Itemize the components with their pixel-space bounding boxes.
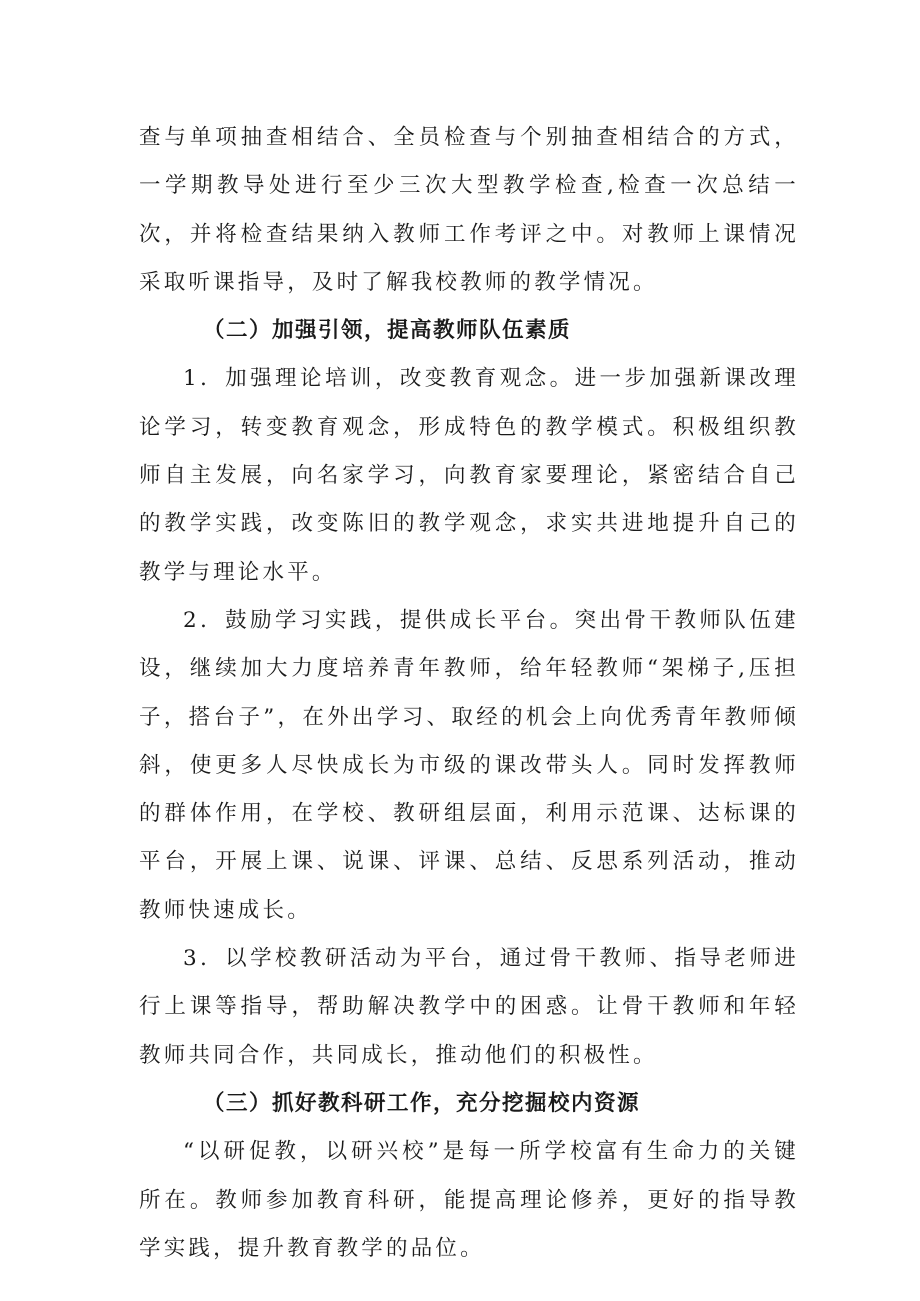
paragraph-intro: 查与单项抽查相结合、全员检查与个别抽查相结合的方式，一学期教导处进行至少三次大型教学检查,检查一次总结一次，并将检查结果纳入教师工作考评之中。对教师上课情况采取听课指导，及时了解我校教师的教学情况。	[139, 125, 799, 295]
paragraph-2-2: 2．鼓励学习实践，提供成长平台。突出骨干教师队伍建设，继续加大力度培养青年教师，给年轻教师“架梯子,压担子，搭台子”，在外出学习、取经的机会上向优秀青年教师倾斜，使更多人尽快成长为市级的课改带头人。同时发挥教师的群体作用，在学校、教研组层面，利用示范课、达标课的平台，开展上课、说课、评课、总结、反思系列活动，推动教师快速成长。	[139, 607, 799, 923]
section-heading-2: （二）加强引领，提高教师队伍素质	[203, 318, 572, 344]
section-heading-3: （三）抓好教科研工作，充分挖掘校内资源	[203, 1090, 641, 1116]
paragraph-3-1: “以研促教，以研兴校”是每一所学校富有生命力的关键所在。教师参加教育科研，能提高理论修养，更好的指导教学实践，提升教育教学的品位。	[139, 1139, 799, 1261]
document-body	[139, 114, 799, 1273]
paragraph-2-3: 3．以学校教研活动为平台，通过骨干教师、指导老师进行上课等指导，帮助解决教学中的困惑。让骨干教师和年轻教师共同合作，共同成长，推动他们的积极性。	[139, 946, 799, 1068]
paragraph-2-1: 1．加强理论培训，改变教育观念。进一步加强新课改理论学习，转变教育观念，形成特色的教学模式。积极组织教师自主发展，向名家学习，向教育家要理论，紧密结合自己的教学实践，改变陈旧的教学观念，求实共进地提升自己的教学与理论水平。	[139, 366, 799, 585]
